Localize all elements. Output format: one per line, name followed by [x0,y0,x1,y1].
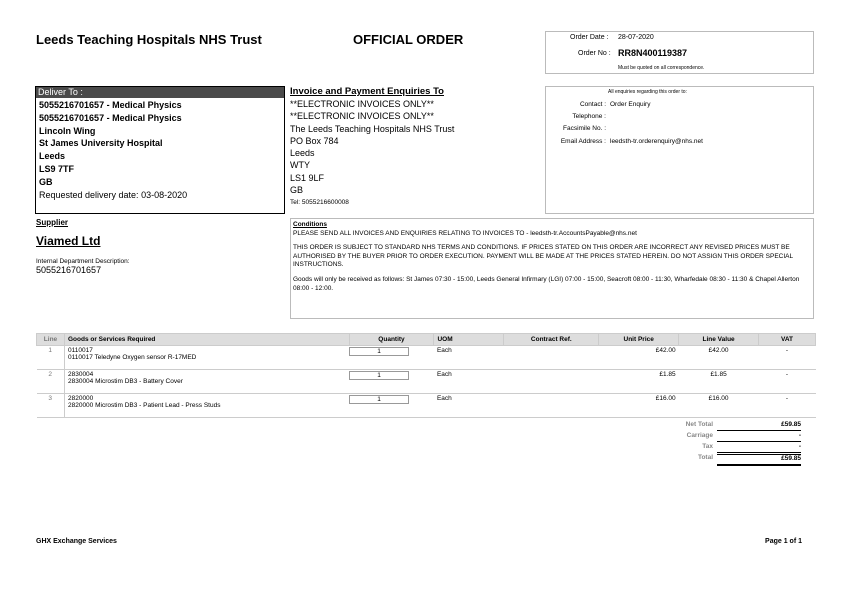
invoice-line: LS1 9LF [290,172,325,183]
tax-row [655,443,816,454]
goods-cell [64,394,349,418]
table-row [37,394,816,418]
invoice-line: **ELECTRONIC INVOICES ONLY** [290,111,434,122]
totals-section [655,421,816,465]
quantity-value: 1 [349,347,409,356]
conditions-invoice-note: PLEASE SEND ALL INVOICES AND ENQUIRIES RELATING TO INVOICES TO - leedsth-tr.AccountsPayable@nhs.net [293,229,637,237]
tax-value: - [717,443,801,453]
contact-value: Order Enquiry [610,101,651,108]
line-number: 3 [37,394,65,418]
carriage-row [655,432,816,443]
invoice-heading: Invoice and Payment Enquiries To [290,86,444,97]
footer-provider: GHX Exchange Services [36,538,117,545]
invoice-telephone: Tel: 5055216600008 [290,199,349,207]
carriage-value: - [717,432,801,442]
contact-label: Contact : [579,101,606,108]
deliver-line: GB [39,176,53,187]
department-description-value: 5055216701657 [36,265,102,275]
total-value: £59.85 [717,454,801,466]
facsimile-label: Facsimile No. : [563,125,606,132]
quantity-value: 1 [349,395,409,404]
email-value: leedsth-tr.orderenquiry@nhs.net [610,138,703,145]
unit-price: £1.85 [599,370,679,394]
deliver-line: 5055216701657 - Medical Physics [39,100,182,110]
quantity-value: 1 [349,371,409,380]
vat-value: - [759,370,816,394]
column-header-line-value: Line Value [679,334,759,346]
item-description: 2820000 Microstim DB3 - Patient Lead - Press Studs [67,402,221,409]
goods-cell [64,370,349,394]
telephone-label: Telephone : [572,113,606,120]
conditions-box [290,218,814,319]
deliver-line: Leeds [39,151,66,162]
invoice-line: WTY [290,160,310,171]
invoice-line: **ELECTRONIC INVOICES ONLY** [290,99,434,109]
item-code: 2830004 [67,371,94,378]
column-header-uom: UOM [434,334,504,346]
conditions-terms: THIS ORDER IS SUBJECT TO STANDARD NHS TERMS AND CONDITIONS. IF PRICES STATED ON THIS ORDER ARE INCORRECT ANY REVISED PRICES MUST BE AUTHORISED BY THE BUYER PRIOR TO ORDER EXECUTION. PAYMENT WILL BE MADE AT THE PRICES STATED HEREIN. DO NOT ASSIGN THIS ORDER SPECIAL INSTRUCTIONS. [293,244,793,269]
order-number: RR8N400119387 [618,48,688,58]
uom-value: Each [434,370,504,394]
order-info-box [545,31,814,74]
enquiry-contact-box [545,86,814,214]
conditions-heading: Conditions [293,221,327,228]
enquiry-intro: All enquiries regarding this order to: [608,89,687,95]
column-header-quantity: Quantity [349,334,434,346]
requested-delivery-date: Requested delivery date: 03-08-2020 [39,189,188,200]
invoice-line: Leeds [290,148,315,159]
deliver-line: 5055216701657 - Medical Physics [39,112,182,123]
net-total-label: Net Total [685,421,713,428]
invoice-line: PO Box 784 [290,135,339,146]
unit-price: £42.00 [599,346,679,370]
unit-price: £16.00 [599,394,679,418]
vat-value: - [759,346,816,370]
order-date: 28-07-2020 [618,34,654,41]
line-number: 2 [37,370,65,394]
contract-ref [504,346,599,370]
item-description: 2830004 Microstim DB3 - Battery Cover [67,378,183,385]
line-value: £16.00 [679,394,759,418]
line-value: £42.00 [679,346,759,370]
order-no-label: Order No : [578,50,611,57]
goods-cell [64,346,349,370]
column-header-vat: VAT [759,334,816,346]
page-number: Page 1 of 1 [765,538,802,545]
quote-note: Must be quoted on all correspondence. [618,65,705,71]
email-label: Email Address : [560,138,606,145]
total-label: Total [697,454,713,461]
column-header-line: Line [37,334,65,346]
line-value: £1.85 [679,370,759,394]
vat-value: - [759,394,816,418]
item-description: 0110017 Teledyne Oxygen sensor R-17MED [67,354,197,361]
organisation-name: Leeds Teaching Hospitals NHS Trust [36,32,262,47]
column-header-goods: Goods or Services Required [64,334,349,346]
uom-value: Each [434,346,504,370]
invoice-line: GB [290,185,304,196]
item-code: 0110017 [67,347,93,354]
deliver-line: St James University Hospital [39,138,163,149]
item-code: 2820000 [67,395,94,402]
invoice-line: The Leeds Teaching Hospitals NHS Trust [290,123,455,134]
invoice-section [290,86,544,206]
supplier-heading: Supplier [36,218,69,227]
order-date-label: Order Date : [570,34,609,41]
department-description-label: Internal Department Description: [36,258,130,265]
line-number: 1 [37,346,65,370]
column-header-contract: Contract Ref. [504,334,599,346]
table-row [37,346,816,370]
contract-ref [504,394,599,418]
document-title: OFFICIAL ORDER [353,32,464,47]
supplier-name: Viamed Ltd [36,234,101,248]
tax-label: Tax [702,443,713,450]
contract-ref [504,370,599,394]
table-header-row [37,334,816,346]
net-total-value: £59.85 [717,421,801,431]
carriage-label: Carriage [686,432,713,439]
grand-total-row [655,454,816,465]
column-header-unit-price: Unit Price [599,334,679,346]
deliver-line: LS9 7TF [39,163,75,174]
uom-value: Each [434,394,504,418]
deliver-to-heading: Deliver To : [36,87,284,98]
deliver-line: Lincoln Wing [39,125,96,136]
supplier-section [36,218,286,275]
table-row [37,370,816,394]
net-total-row [655,421,816,432]
order-lines-table [36,333,816,418]
conditions-goods-receipt: Goods will only be received as follows: St James 07:30 - 15:00, Leeds General Infirmary (LGI) 07:00 - 15:00, Seacroft 08:00 - 11:30, Wharfedale 08:30 - 11:30 & Chapel Allerton 08:00 - 12:00. [293,275,800,292]
deliver-to-box [35,86,285,214]
